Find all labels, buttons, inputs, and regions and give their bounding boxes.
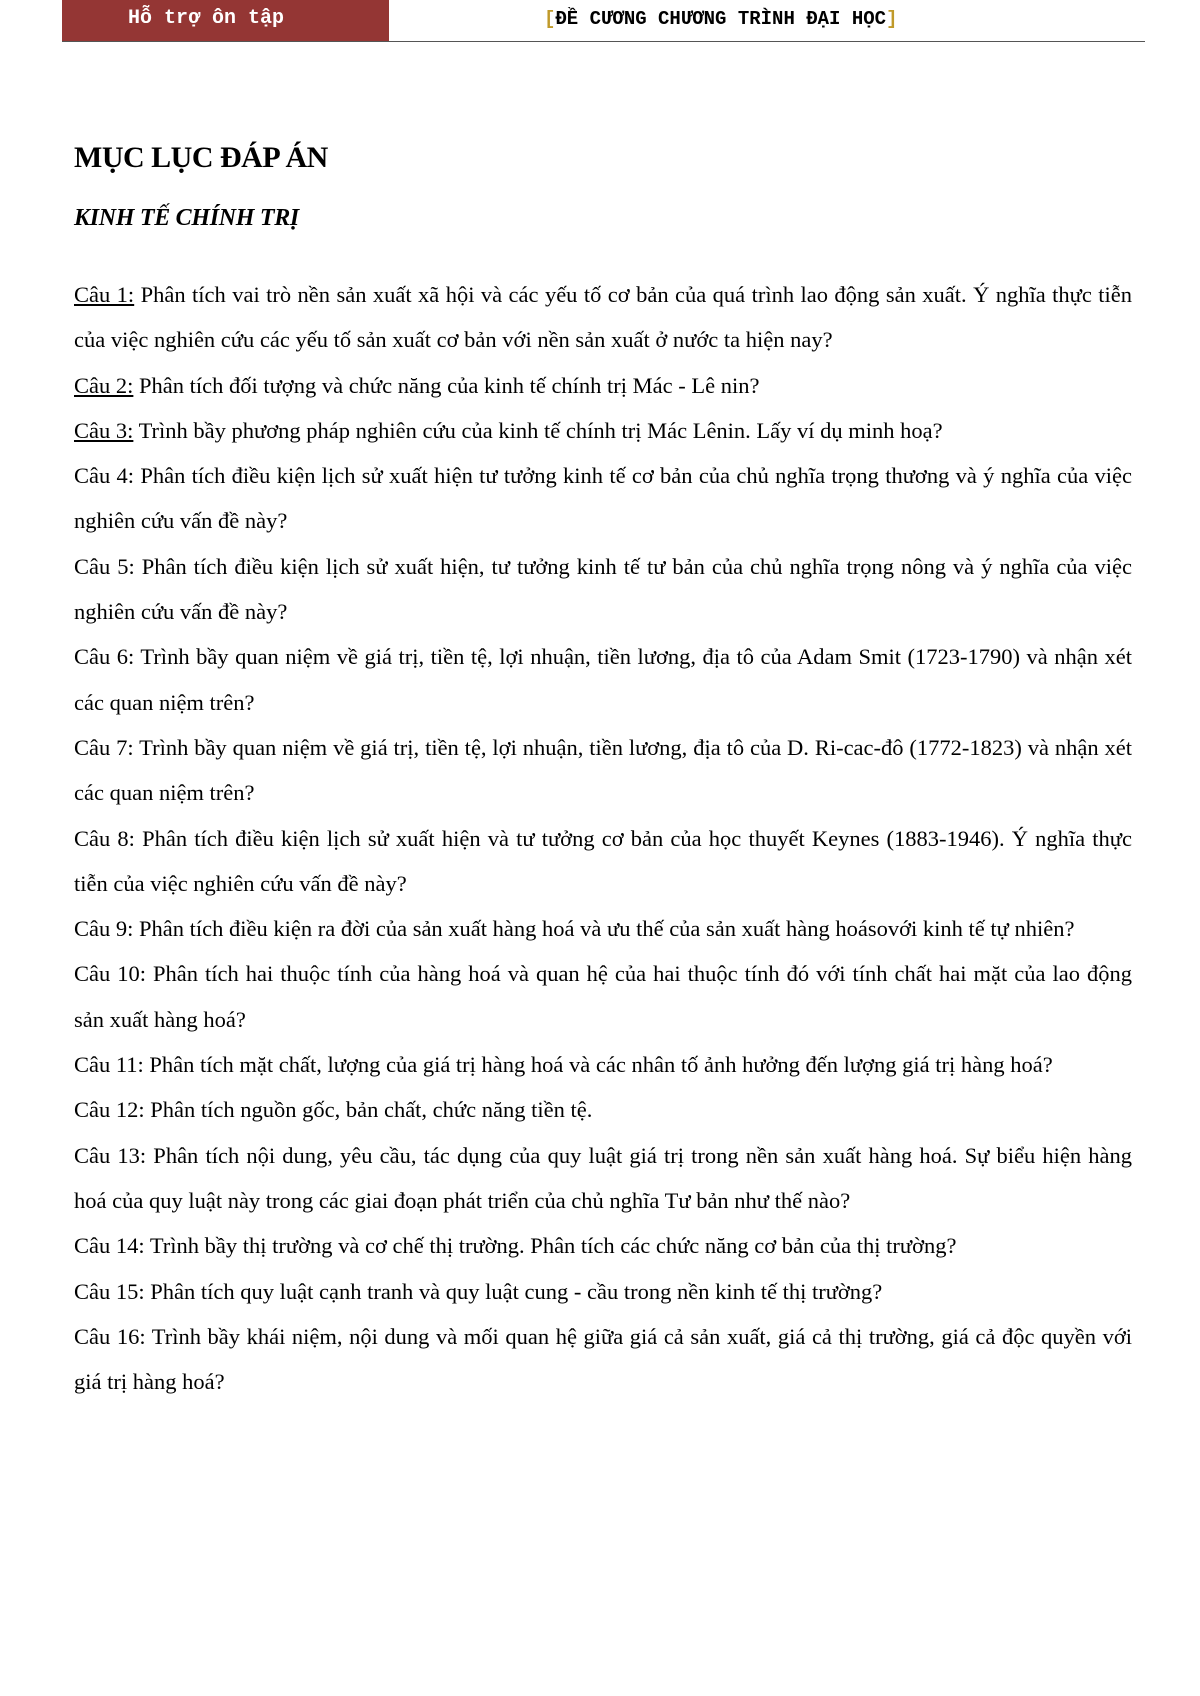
header-left-label: Hỗ trợ ôn tập xyxy=(62,0,389,41)
question-label: Câu 3: xyxy=(74,417,134,443)
question-item-8 xyxy=(74,816,1132,907)
question-item-4 xyxy=(74,453,1132,544)
header-bracket-close: ] xyxy=(886,8,898,30)
question-item-16 xyxy=(74,1314,1132,1405)
question-text: Phân tích vai trò nền sản xuất xã hội và các yếu tố cơ bản của quá trình lao động sản xuất. Ý nghĩa thực tiễn của việc nghiên cứu các yếu tố sản xuất cơ bản với nền sản xuất ở nước ta hiện nay? xyxy=(74,282,1133,353)
question-text: Trình bầy quan niệm về giá trị, tiền tệ, lợi nhuận, tiền lương, địa tô của D. Ri-cac-đô (1772-1823) và nhận xét các quan niệm trên? xyxy=(74,734,1132,806)
question-label: Câu 7: xyxy=(74,734,134,760)
question-label: Câu 8: xyxy=(74,825,135,851)
question-label: Câu 6: xyxy=(74,644,135,670)
question-item-14 xyxy=(74,1223,1132,1268)
question-text: Trình bầy khái niệm, nội dung và mối quan hệ giữa giá cả sản xuất, giá cả thị trường, giá cả độc quyền với giá trị hàng hoá? xyxy=(74,1323,1132,1395)
question-text: Phân tích mặt chất, lượng của giá trị hàng hoá và các nhân tố ảnh hưởng đến lượng giá trị hàng hoá? xyxy=(143,1052,1053,1078)
page-header xyxy=(62,0,1145,42)
question-label: Câu 13: xyxy=(74,1142,147,1168)
question-text: Phân tích quy luật cạnh tranh và quy luật cung - cầu trong nền kinh tế thị trường? xyxy=(144,1278,883,1304)
question-label: Câu 5: xyxy=(74,553,135,579)
question-text: Phân tích hai thuộc tính của hàng hoá và quan hệ của hai thuộc tính đó với tính chất hai mặt của lao động sản xuất hàng hoá? xyxy=(74,961,1132,1032)
question-label: Câu 2: xyxy=(74,372,134,398)
question-text: Trình bầy quan niệm về giá trị, tiền tệ, lợi nhuận, tiền lương, địa tô của Adam Smit (1723-1790) và nhận xét các quan niệm trên? xyxy=(74,644,1132,715)
question-text: Phân tích điều kiện ra đời của sản xuất hàng hoá và ưu thế của sản xuất hàng hoásovới kinh tế tự nhiên? xyxy=(133,916,1075,942)
question-item-13 xyxy=(74,1133,1132,1224)
header-bracket-open: [ xyxy=(544,8,556,30)
question-item-2 xyxy=(74,363,1132,408)
question-item-7 xyxy=(74,725,1132,816)
question-text: Phân tích điều kiện lịch sử xuất hiện tư tưởng kinh tế cơ bản của chủ nghĩa trọng thương và ý nghĩa của việc nghiên cứu vấn đề này? xyxy=(74,463,1132,534)
question-item-5 xyxy=(74,544,1132,635)
question-label: Câu 12: xyxy=(74,1097,145,1123)
question-item-10 xyxy=(74,951,1132,1042)
question-item-11 xyxy=(74,1042,1132,1087)
question-label: Câu 9: xyxy=(74,916,134,942)
header-right-text: ĐỀ CƯƠNG CHƯƠNG TRÌNH ĐẠI HỌC xyxy=(555,8,887,30)
question-item-12 xyxy=(74,1087,1132,1132)
question-item-3 xyxy=(74,408,1132,453)
question-label: Câu 10: xyxy=(74,961,146,987)
document-body xyxy=(74,132,1132,1404)
question-item-1 xyxy=(74,272,1132,363)
question-text: Phân tích điều kiện lịch sử xuất hiện và tư tưởng cơ bản của học thuyết Keynes (1883-1946). Ý nghĩa thực tiễn của việc nghiên cứu vấn đề này? xyxy=(74,825,1132,896)
question-label: Câu 16: xyxy=(74,1323,146,1349)
question-item-6 xyxy=(74,634,1132,725)
question-label: Câu 4: xyxy=(74,463,135,489)
section-title: KINH TẾ CHÍNH TRỊ xyxy=(74,205,299,231)
question-text: Phân tích điều kiện lịch sử xuất hiện, tư tưởng kinh tế tư bản của chủ nghĩa trọng nông và ý nghĩa của việc nghiên cứu vấn đề này? xyxy=(74,553,1132,625)
question-item-15 xyxy=(74,1269,1132,1314)
toc-title: MỤC LỤC ĐÁP ÁN xyxy=(74,141,328,174)
question-list xyxy=(74,272,1132,1404)
question-text: Phân tích nội dung, yêu cầu, tác dụng của quy luật giá trị trong nền sản xuất hàng hoá. Sự biểu hiện hàng hoá của quy luật này trong các giai đoạn phát triển của chủ nghĩa Tư bản như thế nào? xyxy=(74,1142,1132,1213)
question-text: Phân tích đối tượng và chức năng của kinh tế chính trị Mác - Lê nin? xyxy=(133,372,760,398)
question-label: Câu 1: xyxy=(74,282,135,307)
question-label: Câu 14: xyxy=(74,1233,145,1259)
question-label: Câu 11: xyxy=(74,1052,144,1078)
question-text: Trình bầy thị trường và cơ chế thị trường. Phân tích các chức năng cơ bản của thị trường? xyxy=(144,1233,957,1259)
question-text: Phân tích nguồn gốc, bản chất, chức năng tiền tệ. xyxy=(144,1097,593,1123)
question-label: Câu 15: xyxy=(74,1278,145,1304)
question-item-9 xyxy=(74,906,1132,951)
header-right-title xyxy=(544,0,897,41)
question-text: Trình bầy phương pháp nghiên cứu của kinh tế chính trị Mác Lênin. Lấy ví dụ minh hoạ? xyxy=(133,417,943,443)
